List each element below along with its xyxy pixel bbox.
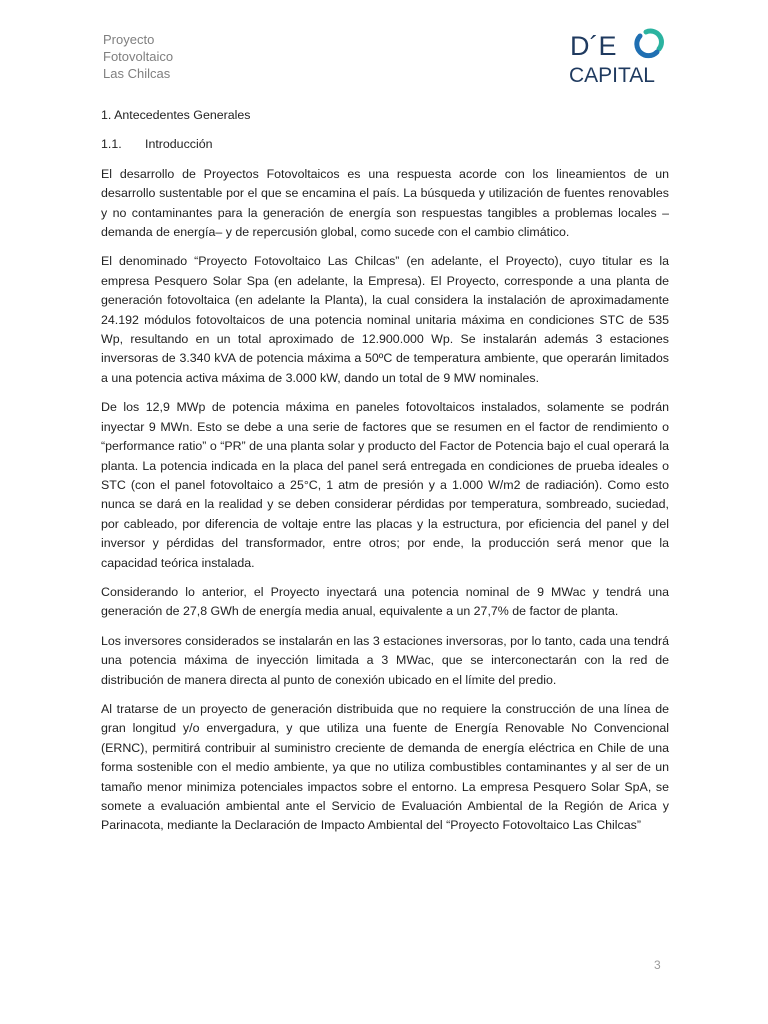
- subsection-heading: [101, 135, 669, 154]
- document-body: [101, 106, 669, 846]
- subsection-number: 1.1.: [101, 137, 122, 152]
- logo-ring-icon: [637, 31, 662, 56]
- project-header-line: Fotovoltaico: [103, 49, 174, 64]
- paragraph: Los inversores considerados se instalarán en las 3 estaciones inversoras, por lo tanto, cada una tendrá una potencia máxima de inyección limitada a 3 MWac, que se interconectarán con la red de distribución de manera directa al punto de conexión ubicado en el límite del predio.: [101, 633, 669, 687]
- section-heading: 1. Antecedentes Generales: [101, 108, 251, 122]
- logo-text-bottom: CAPITAL: [569, 64, 655, 86]
- paragraph: Considerando lo anterior, el Proyecto inyectará una potencia nominal de 9 MWac y tendrá una generación de 27,8 GWh de energía media anual, equivalente a un 27,7% de factor de planta.: [101, 584, 669, 619]
- project-header-line: Las Chilcas: [103, 66, 171, 81]
- de-capital-logo: [568, 28, 672, 86]
- page-number: 3: [654, 958, 661, 972]
- project-header: [103, 31, 173, 82]
- paragraph: Al tratarse de un proyecto de generación distribuida que no requiere la construcción de una línea de gran longitud y/o envergadura, y que utiliza una fuente de Energía Renovable No Convencional (ERNC), permitirá contribuir al suministro creciente de demanda de energía eléctrica en Chile de una forma sostenible con el medio ambiente, ya que no utiliza combustibles contaminantes y al ser de un tamaño menor minimiza potenciales impactos sobre el entorno. La empresa Pesquero Solar SpA, se somete a evaluación ambiental ante el Servicio de Evaluación Ambiental de la Región de Arica y Parinacota, mediante la Declaración de Impacto Ambiental del “Proyecto Fotovoltaico Las Chilcas”: [101, 701, 669, 833]
- paragraph: El desarrollo de Proyectos Fotovoltaicos es una respuesta acorde con los lineamientos de un desarrollo sustentable por el que se encamina el país. La búsqueda y utilización de fuentes renovables y no contaminantes para la generación de energía son respuestas tangibles a problemas locales –demanda de energía– y de repercusión global, como sucede con el cambio climático.: [101, 166, 669, 240]
- project-header-line: Proyecto: [103, 32, 155, 47]
- paragraph: El denominado “Proyecto Fotovoltaico Las Chilcas” (en adelante, el Proyecto), cuyo titular es la empresa Pesquero Solar Spa (en adelante, la Empresa). El Proyecto, corresponde a una planta de generación fotovoltaica (en adelante la Planta), la cual considera la instalación de aproximadamente 24.192 módulos fotovoltaicos de una potencia nominal unitaria máxima en condiciones STC de 535 Wp, resultando en un total aproximado de 12.900.000 Wp. Se instalarán además 3 estaciones inversoras de 3.340 kVA de potencia máxima a 50ºC de temperatura ambiente, que operarán limitados a una potencia activa máxima de 3.000 kW, dando un total de 9 MW nominales.: [101, 254, 669, 385]
- logo-text-top: D´E: [570, 31, 617, 61]
- subsection-title: Introducción: [145, 137, 213, 152]
- paragraph: De los 12,9 MWp de potencia máxima en paneles fotovoltaicos instalados, solamente se podrán inyectar 9 MWn. Esto se debe a una serie de factores que se resumen en el factor de rendimiento o “performance ratio” o “PR” de una planta solar y producto del Factor de Potencia bajo el cual operará la planta. La potencia indicada en la placa del panel será entregada en condiciones de prueba ideales o STC (con el panel fotovoltaico a 25°C, 1 atm de presión y a 1.000 W/m2 de radiación). Como esto nunca se dará en la realidad y se deben considerar pérdidas por temperatura, sombreado, suciedad, por cableado, por diferencia de voltaje entre las placas y la estructura, por eficiencia del panel y del inversor y pérdidas del transformador, entre otros; por ende, la producción será menor que la capacidad teórica instalada.: [101, 400, 669, 570]
